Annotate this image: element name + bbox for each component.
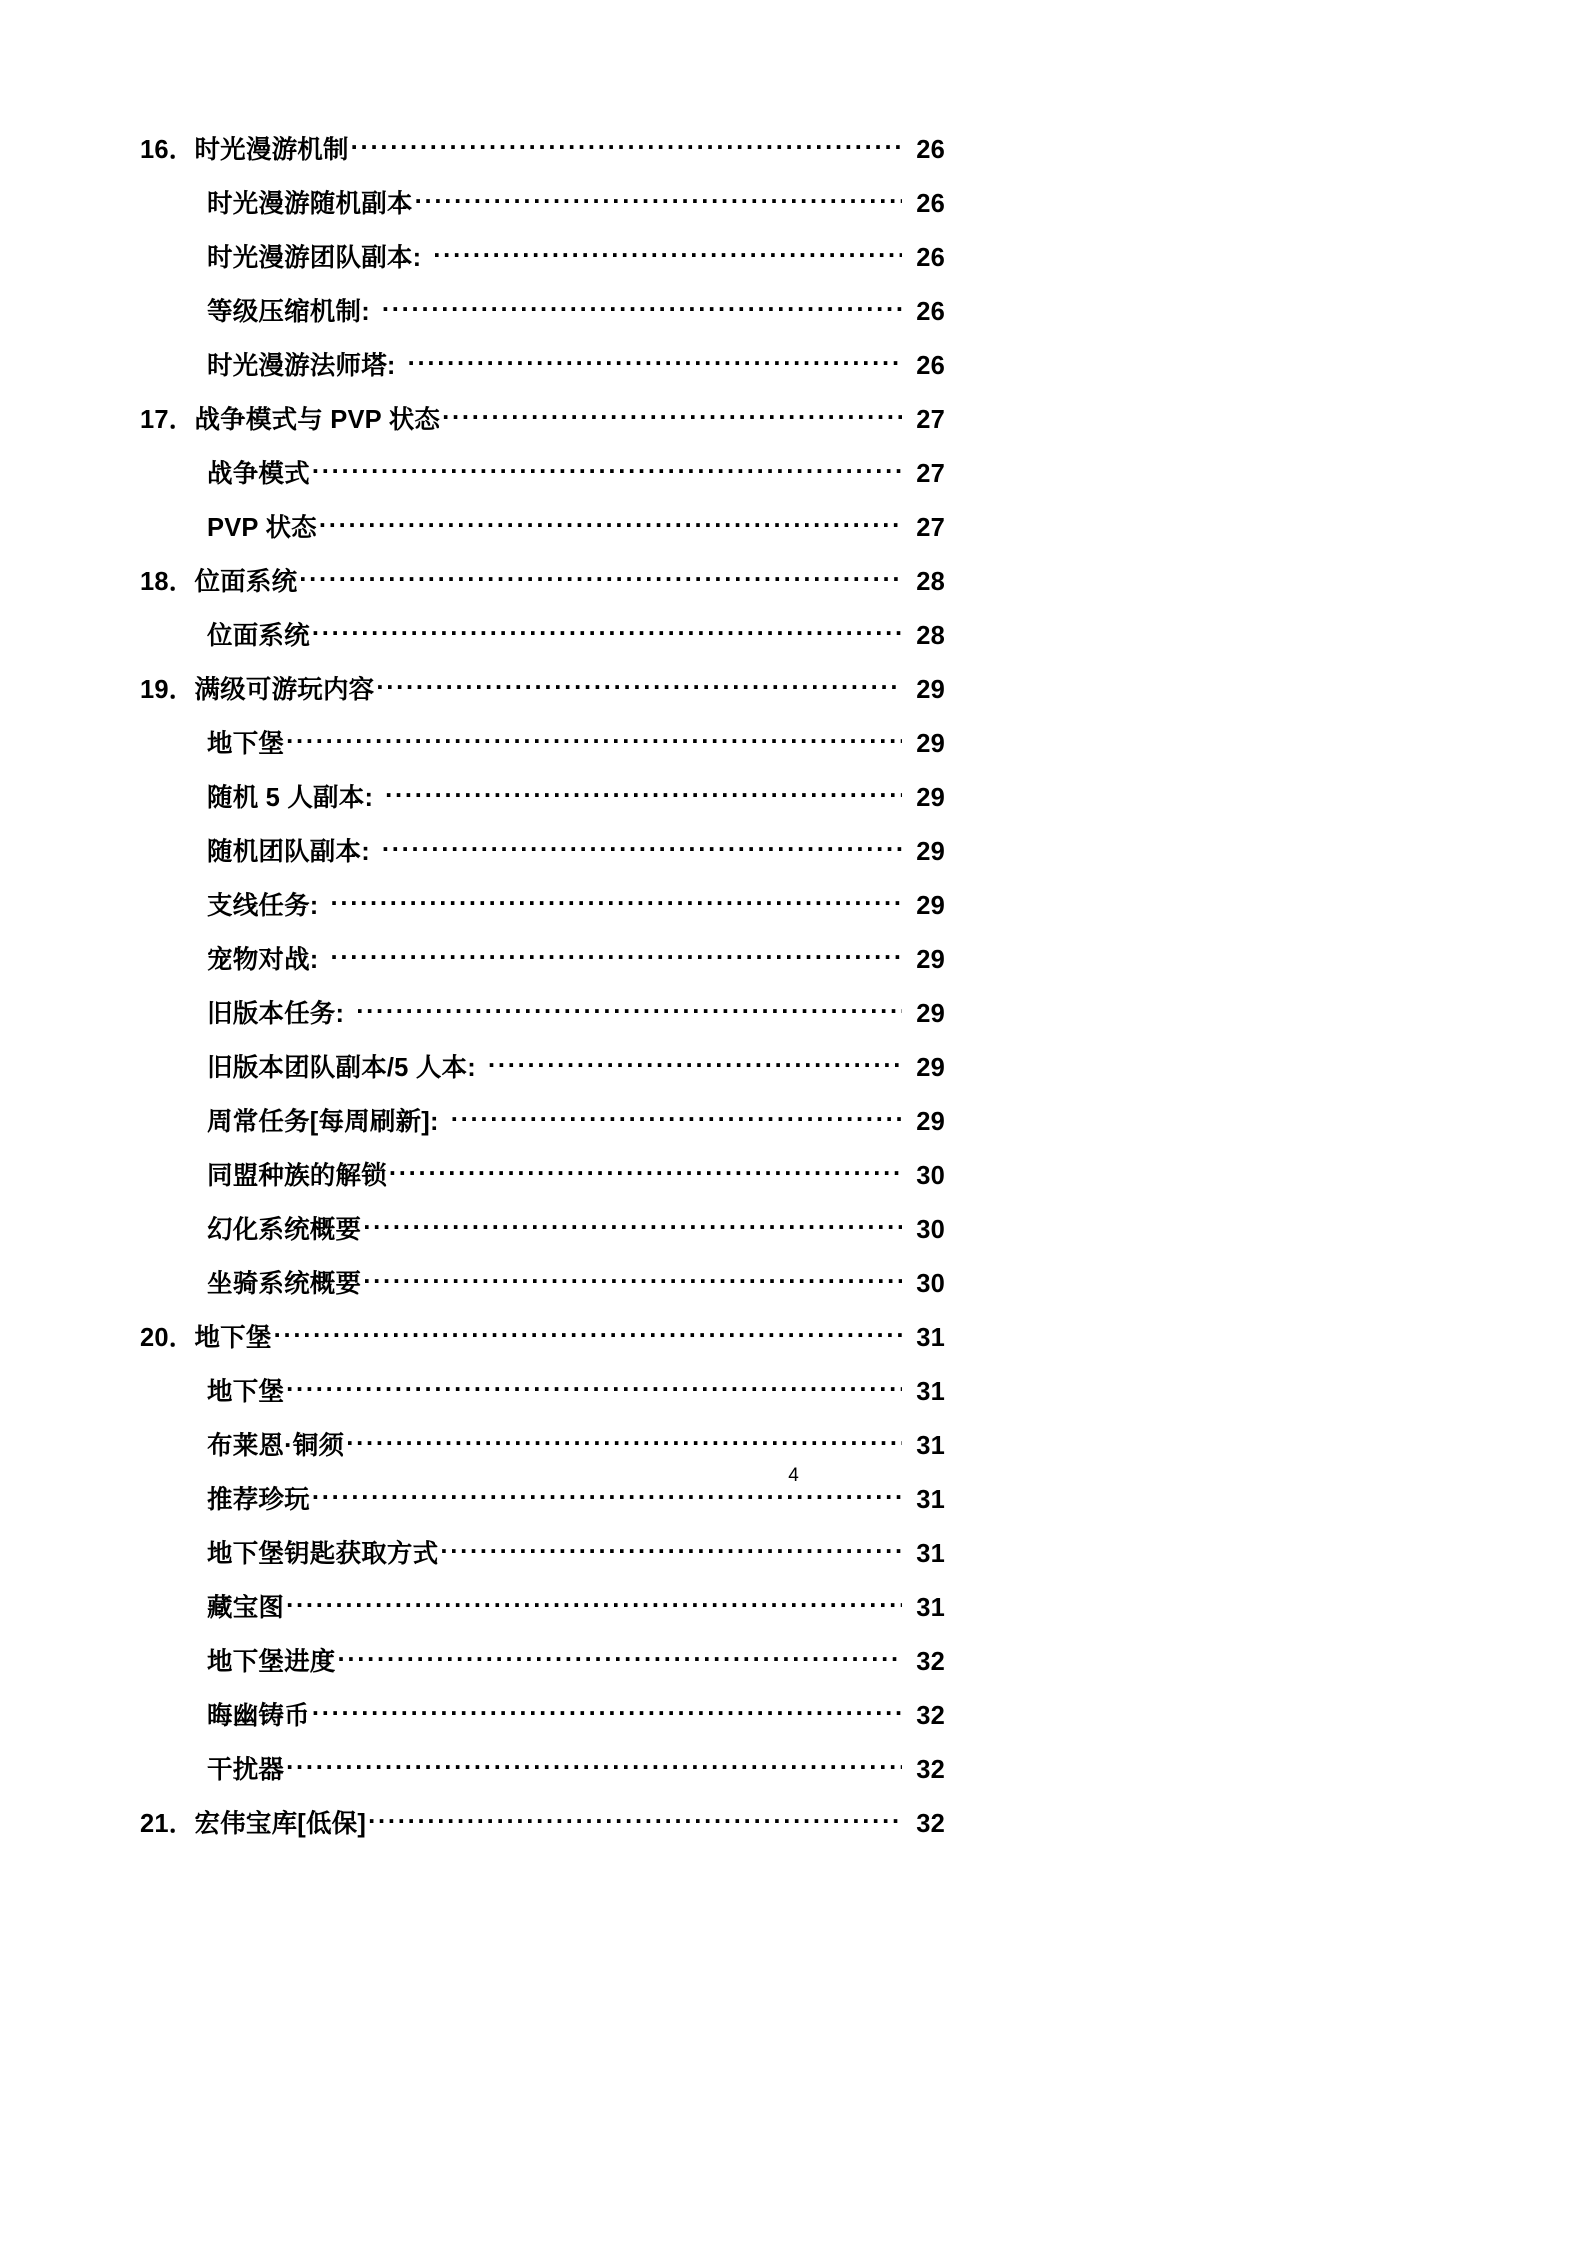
toc-entry-page-number: 32 bbox=[916, 1647, 945, 1676]
toc-entry-title: 地下堡进度 bbox=[207, 1647, 336, 1676]
toc-entry-title: 16．时光漫游机制 bbox=[140, 135, 349, 164]
toc-entry-page-number: 30 bbox=[916, 1269, 945, 1298]
toc-entry[interactable] bbox=[140, 174, 945, 228]
toc-entry-page-number: 30 bbox=[916, 1161, 945, 1190]
toc-entry-title: 等级压缩机制: bbox=[207, 297, 370, 326]
toc-entry[interactable] bbox=[140, 228, 945, 282]
toc-entry-page-number: 29 bbox=[916, 837, 945, 866]
toc-entry-page-number: 31 bbox=[916, 1485, 945, 1514]
toc-dot-leader bbox=[356, 996, 902, 1022]
toc-entry-title: 地下堡 bbox=[207, 729, 285, 758]
toc-entry-page-number: 32 bbox=[916, 1809, 945, 1838]
toc-entry-title: 支线任务: bbox=[207, 891, 319, 920]
toc-dot-leader bbox=[451, 1104, 902, 1130]
toc-dot-leader bbox=[299, 564, 902, 590]
toc-entry[interactable] bbox=[140, 1794, 945, 1848]
toc-entry-title: 宠物对战: bbox=[207, 945, 319, 974]
toc-entry[interactable] bbox=[140, 498, 945, 552]
toc-dot-leader bbox=[286, 1590, 902, 1616]
toc-entry-page-number: 29 bbox=[916, 729, 945, 758]
toc-entry-page-number: 32 bbox=[916, 1755, 945, 1784]
toc-entry-title: 幻化系统概要 bbox=[207, 1215, 362, 1244]
toc-entry-title: 18．位面系统 bbox=[140, 567, 298, 596]
toc-dot-leader bbox=[415, 186, 902, 212]
toc-dot-leader bbox=[286, 1752, 902, 1778]
toc-entry-page-number: 29 bbox=[916, 999, 945, 1028]
toc-entry[interactable] bbox=[140, 1740, 945, 1794]
toc-entry[interactable] bbox=[140, 1038, 945, 1092]
toc-entry[interactable] bbox=[140, 714, 945, 768]
toc-entry[interactable] bbox=[140, 822, 945, 876]
toc-entry-title: 时光漫游法师塔: bbox=[207, 351, 396, 380]
toc-entry-title: 21．宏伟宝库[低保] bbox=[140, 1809, 367, 1838]
toc-entry-title: 干扰器 bbox=[207, 1755, 285, 1784]
toc-dot-leader bbox=[319, 510, 902, 536]
toc-entry-title: 地下堡钥匙获取方式 bbox=[207, 1539, 439, 1568]
toc-entry[interactable] bbox=[140, 1632, 945, 1686]
toc-dot-leader bbox=[286, 1374, 902, 1400]
toc-entry-title: 同盟种族的解锁 bbox=[207, 1161, 387, 1190]
toc-dot-leader bbox=[346, 1428, 902, 1454]
toc-entry-page-number: 31 bbox=[916, 1593, 945, 1622]
toc-dot-leader bbox=[382, 834, 902, 860]
toc-entry[interactable] bbox=[140, 1578, 945, 1632]
toc-entry-page-number: 30 bbox=[916, 1215, 945, 1244]
toc-entry-title: 旧版本任务: bbox=[207, 999, 345, 1028]
table-of-contents bbox=[140, 120, 945, 1848]
page-footer-number: 4 bbox=[788, 1465, 799, 1486]
toc-entry-page-number: 26 bbox=[916, 189, 945, 218]
toc-entry[interactable] bbox=[140, 336, 945, 390]
toc-dot-leader bbox=[368, 1806, 902, 1832]
toc-dot-leader bbox=[312, 618, 902, 644]
toc-entry-title: 位面系统 bbox=[207, 621, 310, 650]
toc-entry[interactable] bbox=[140, 120, 945, 174]
toc-entry-page-number: 26 bbox=[916, 351, 945, 380]
toc-entry-title: 晦幽铸币 bbox=[207, 1701, 310, 1730]
toc-entry-page-number: 29 bbox=[916, 891, 945, 920]
toc-entry[interactable] bbox=[140, 930, 945, 984]
toc-entry-title: 战争模式 bbox=[207, 459, 310, 488]
toc-dot-leader bbox=[488, 1050, 902, 1076]
toc-entry-page-number: 29 bbox=[916, 945, 945, 974]
toc-entry-title: 17．战争模式与 PVP 状态 bbox=[140, 405, 441, 434]
toc-dot-leader bbox=[363, 1212, 902, 1238]
toc-entry-title: 旧版本团队副本/5 人本: bbox=[207, 1053, 476, 1082]
toc-dot-leader bbox=[440, 1536, 902, 1562]
toc-entry-page-number: 27 bbox=[916, 405, 945, 434]
toc-entry[interactable] bbox=[140, 768, 945, 822]
toc-entry[interactable] bbox=[140, 1146, 945, 1200]
toc-entry-page-number: 27 bbox=[916, 459, 945, 488]
toc-entry-title: 地下堡 bbox=[207, 1377, 285, 1406]
toc-dot-leader bbox=[408, 348, 902, 374]
toc-entry-page-number: 28 bbox=[916, 621, 945, 650]
toc-entry-title: 周常任务[每周刷新]: bbox=[207, 1107, 439, 1136]
toc-dot-leader bbox=[433, 240, 902, 266]
toc-entry[interactable] bbox=[140, 1200, 945, 1254]
toc-dot-leader bbox=[331, 888, 903, 914]
toc-dot-leader bbox=[274, 1320, 902, 1346]
toc-entry-title: 随机团队副本: bbox=[207, 837, 370, 866]
toc-entry-page-number: 31 bbox=[916, 1323, 945, 1352]
toc-entry-page-number: 31 bbox=[916, 1539, 945, 1568]
toc-dot-leader bbox=[338, 1644, 902, 1670]
toc-entry[interactable] bbox=[140, 444, 945, 498]
toc-entry[interactable] bbox=[140, 1362, 945, 1416]
toc-dot-leader bbox=[363, 1266, 902, 1292]
toc-entry[interactable] bbox=[140, 660, 945, 714]
toc-dot-leader bbox=[312, 456, 902, 482]
toc-entry-page-number: 31 bbox=[916, 1377, 945, 1406]
toc-entry-title: 20．地下堡 bbox=[140, 1323, 272, 1352]
toc-dot-leader bbox=[286, 726, 902, 752]
toc-entry-page-number: 29 bbox=[916, 675, 945, 704]
toc-entry[interactable] bbox=[140, 1254, 945, 1308]
toc-entry-page-number: 27 bbox=[916, 513, 945, 542]
toc-entry[interactable] bbox=[140, 984, 945, 1038]
toc-entry[interactable] bbox=[140, 876, 945, 930]
toc-entry[interactable] bbox=[140, 1308, 945, 1362]
toc-dot-leader bbox=[351, 132, 902, 158]
toc-dot-leader bbox=[385, 780, 902, 806]
toc-entry-page-number: 29 bbox=[916, 783, 945, 812]
toc-entry-title: 时光漫游团队副本: bbox=[207, 243, 422, 272]
toc-entry-title: 时光漫游随机副本 bbox=[207, 189, 413, 218]
toc-entry[interactable] bbox=[140, 606, 945, 660]
toc-entry-title: 坐骑系统概要 bbox=[207, 1269, 362, 1298]
toc-entry-title: 随机 5 人副本: bbox=[207, 783, 374, 812]
toc-dot-leader bbox=[389, 1158, 902, 1184]
toc-entry-page-number: 26 bbox=[916, 243, 945, 272]
toc-entry-page-number: 28 bbox=[916, 567, 945, 596]
toc-entry-title: 推荐珍玩 bbox=[207, 1485, 310, 1514]
toc-dot-leader bbox=[442, 402, 902, 428]
toc-entry[interactable] bbox=[140, 282, 945, 336]
toc-dot-leader bbox=[376, 672, 902, 698]
toc-entry[interactable] bbox=[140, 1524, 945, 1578]
toc-entry-title: 藏宝图 bbox=[207, 1593, 285, 1622]
toc-entry-page-number: 26 bbox=[916, 135, 945, 164]
toc-entry-page-number: 29 bbox=[916, 1107, 945, 1136]
toc-dot-leader bbox=[312, 1698, 902, 1724]
toc-dot-leader bbox=[382, 294, 902, 320]
toc-entry[interactable] bbox=[140, 390, 945, 444]
toc-entry-title: 19．满级可游玩内容 bbox=[140, 675, 375, 704]
toc-entry-page-number: 31 bbox=[916, 1431, 945, 1460]
toc-entry[interactable] bbox=[140, 1686, 945, 1740]
toc-dot-leader bbox=[331, 942, 903, 968]
toc-entry-page-number: 32 bbox=[916, 1701, 945, 1730]
toc-entry-page-number: 26 bbox=[916, 297, 945, 326]
toc-entry[interactable] bbox=[140, 1092, 945, 1146]
toc-entry-title: PVP 状态 bbox=[207, 513, 317, 542]
toc-entry-title: 布莱恩·铜须 bbox=[207, 1431, 345, 1460]
toc-entry-page-number: 29 bbox=[916, 1053, 945, 1082]
toc-entry[interactable] bbox=[140, 552, 945, 606]
toc-entry[interactable] bbox=[140, 1416, 945, 1470]
